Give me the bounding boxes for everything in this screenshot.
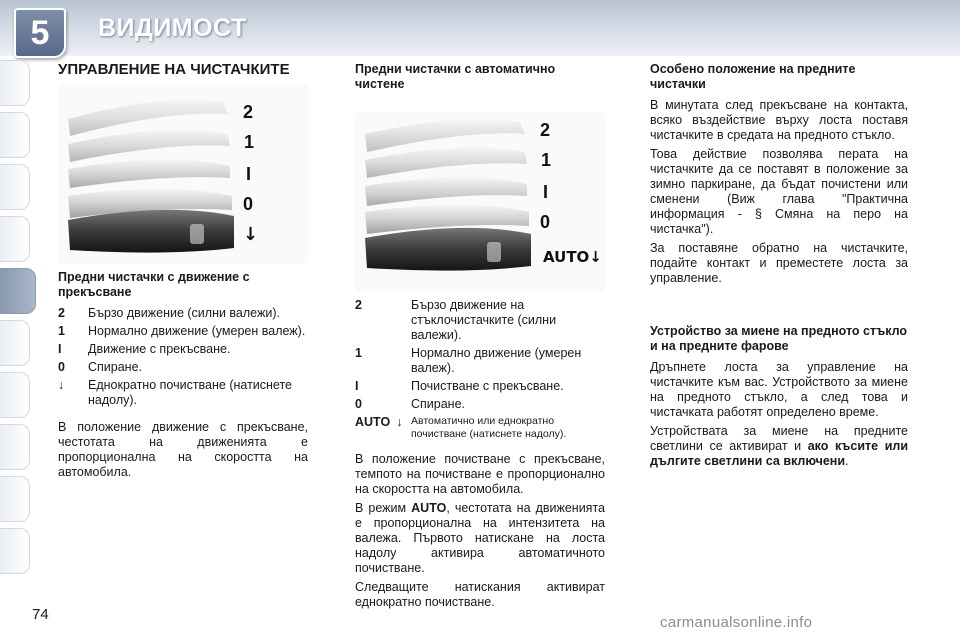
body-paragraph: В положение почистване с прекъсване, темпото на почистване е пропорционално на скоростта на автомобила. bbox=[355, 452, 605, 496]
legend-key: 2 bbox=[355, 298, 362, 312]
body-paragraph: Дръпнете лоста за управление на чистачките към вас. Устройството за миене на предното стъкло, а след това и чистачката работят определено време. bbox=[650, 360, 908, 419]
legend-text: Нормално движение (умерен валеж). bbox=[88, 324, 306, 338]
position-label-1: 1 bbox=[244, 132, 255, 152]
legend-text: Автоматично или еднократно почистване (натиснете надолу). bbox=[411, 415, 567, 440]
legend-key-auto bbox=[355, 415, 411, 440]
legend-row bbox=[58, 324, 308, 339]
text-run: , честотата на движенията е пропорционална на интензитета на валежа. Първото натискане на лоста надолу активира автоматичното почистване. bbox=[355, 501, 605, 575]
legend-row bbox=[355, 298, 605, 343]
wiper-stalk-figure bbox=[58, 84, 308, 264]
legend-key: 0 bbox=[58, 360, 65, 374]
left-column bbox=[58, 62, 308, 484]
auto-wiper-stalk-illustration bbox=[355, 112, 605, 292]
chapter-title: ВИДИМОСТ bbox=[98, 14, 247, 42]
legend-row bbox=[58, 378, 308, 408]
auto-emphasis: AUTO bbox=[411, 501, 447, 515]
chapter-tab-active[interactable] bbox=[0, 268, 36, 314]
position-label-2: 2 bbox=[243, 102, 254, 122]
body-paragraph: Това действие позволява перата на чистачките да се поставят в положение за зимно паркиране, да бъдат почистени или сменени (Виж глава "Практична информация - § Смяна на перо на чистачка"). bbox=[650, 147, 908, 236]
lights-emphasis: ако късите или дългите светлини са включени bbox=[650, 439, 908, 468]
chapter-tab[interactable] bbox=[0, 112, 30, 158]
position-label-I: I bbox=[246, 164, 252, 184]
legend-text: Спиране. bbox=[411, 397, 466, 411]
position-legend bbox=[355, 298, 605, 440]
chapter-tab[interactable] bbox=[0, 320, 30, 366]
legend-row bbox=[355, 397, 605, 412]
legend-text: Еднократно почистване (натиснете надолу). bbox=[88, 378, 293, 407]
legend-text: Нормално движение (умерен валеж). bbox=[411, 346, 582, 375]
legend-text: Спиране. bbox=[88, 360, 143, 374]
legend-text: Почистване с прекъсване. bbox=[411, 379, 564, 393]
chapter-tab[interactable] bbox=[0, 164, 30, 210]
chapter-tab[interactable] bbox=[0, 60, 30, 106]
chapter-tab[interactable] bbox=[0, 424, 30, 470]
section-title: Устройство за миене на предното стъкло и на предните фарове bbox=[650, 324, 908, 353]
legend-row bbox=[355, 415, 605, 440]
legend-text: Бързо движение на стъклочистачките (силни валежи). bbox=[411, 298, 557, 342]
page-number: 74 bbox=[32, 606, 49, 623]
legend-key: 0 bbox=[355, 397, 362, 411]
watermark: carmanualsonline.info bbox=[660, 614, 813, 631]
position-label-1: 1 bbox=[541, 150, 552, 170]
legend-key: 1 bbox=[355, 346, 362, 360]
position-legend bbox=[58, 306, 308, 408]
wiper-stalk-illustration bbox=[58, 84, 308, 264]
auto-wiper-stalk-figure bbox=[355, 112, 605, 292]
chapter-tab[interactable] bbox=[0, 372, 30, 418]
body-paragraph-lights bbox=[650, 424, 908, 469]
chapter-number-badge: 5 bbox=[14, 8, 66, 58]
section-title: УПРАВЛЕНИЕ НА ЧИСТАЧКИТЕ bbox=[58, 61, 290, 78]
position-label-0: 0 bbox=[243, 194, 254, 214]
chapter-tabs bbox=[0, 60, 36, 580]
down-arrow-icon: ↓ bbox=[396, 415, 403, 429]
position-label-I: I bbox=[543, 182, 549, 202]
middle-column bbox=[355, 62, 605, 614]
position-label-auto: AUTO↓ bbox=[543, 248, 602, 266]
legend-text: Бързо движение (силни валежи). bbox=[88, 306, 280, 320]
body-paragraph: В минутата след прекъсване на контакта, всяко въздействие върху лоста поставя чистачките в средата на предното стъкло. bbox=[650, 98, 908, 142]
body-paragraph: В положение движение с прекъсване, честотата на движенията е пропорционална на скоростта на автомобила. bbox=[58, 420, 308, 479]
body-paragraph-auto bbox=[355, 501, 605, 576]
legend-key: I bbox=[58, 342, 62, 356]
legend-key: 1 bbox=[58, 324, 65, 338]
text-run: Устройствата за миене на предните светлини се активират и bbox=[650, 424, 908, 453]
legend-row bbox=[58, 306, 308, 321]
section-title: Предни чистачки с автоматично чистене bbox=[355, 62, 556, 91]
chapter-tab[interactable] bbox=[0, 528, 30, 574]
section-title: Особено положение на предните чистачки bbox=[650, 62, 856, 91]
auto-label: AUTO bbox=[355, 415, 391, 429]
legend-row bbox=[58, 342, 308, 357]
legend-text: Движение с прекъсване. bbox=[88, 342, 231, 356]
legend-row bbox=[355, 346, 605, 376]
right-column bbox=[650, 62, 908, 473]
chapter-tab[interactable] bbox=[0, 216, 30, 262]
position-label-0: 0 bbox=[540, 212, 551, 232]
legend-key: I bbox=[355, 379, 359, 393]
body-paragraph: За поставяне обратно на чистачките, подайте контакт и преместете лоста за управление. bbox=[650, 241, 908, 285]
subsection-title: Предни чистачки с движение с прекъсване bbox=[58, 270, 250, 299]
body-paragraph: Следващите натискания активират еднократно почистване. bbox=[355, 580, 605, 609]
text-run: В режим bbox=[355, 501, 412, 515]
legend-key-arrow: ↓ bbox=[58, 378, 65, 392]
legend-row bbox=[355, 379, 605, 394]
legend-key: 2 bbox=[58, 306, 65, 320]
legend-row bbox=[58, 360, 308, 375]
position-label-2: 2 bbox=[540, 120, 551, 140]
position-label-down-arrow: ↓ bbox=[243, 224, 259, 245]
text-run: . bbox=[845, 454, 849, 468]
chapter-tab[interactable] bbox=[0, 476, 30, 522]
